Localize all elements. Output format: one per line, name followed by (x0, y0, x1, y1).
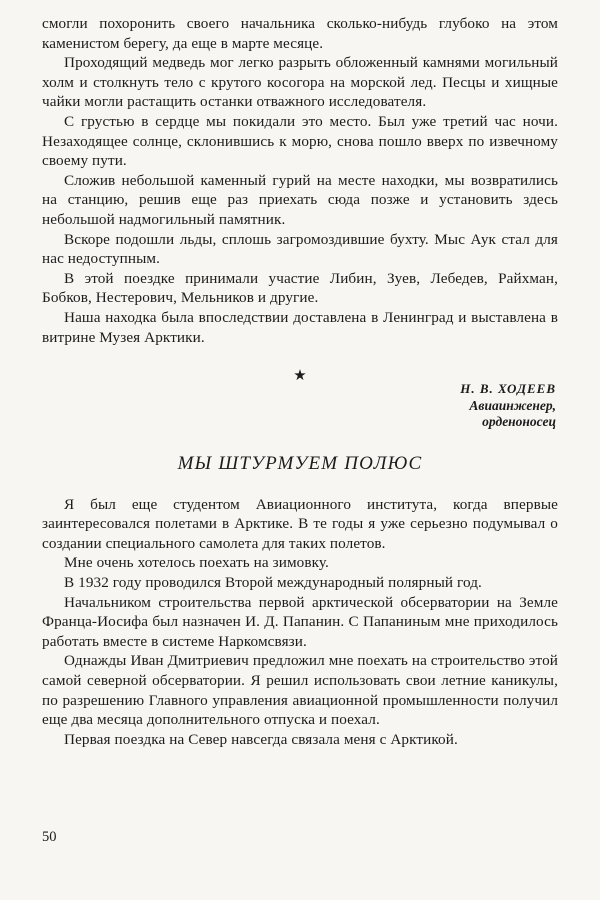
paragraph: Проходящий медведь мог легко разрыть обложенный камнями могильный холм и столкнуть тело с крутого косогора на морской лед. Песцы и хищные чайки могли растащить останки отважного исследователя. (42, 54, 558, 111)
paragraph: Мне очень хотелось поехать на зимовку. (64, 554, 329, 572)
paragraph: В этой поездке принимали участие Либин, Зуев, Лебедев, Райхман, Бобков, Нестерович, Мельников и другие. (42, 269, 558, 307)
paragraph: Первая поездка на Север навсегда связала меня с Арктикой. (64, 730, 458, 748)
paragraph: Наша находка была впоследствии доставлена в Ленинград и выставлена в витрине Музея Арктики. (42, 308, 558, 346)
paragraph: Сложив небольшой каменный гурий на месте находки, мы возвратились на станцию, решив еще раз приехать сюда позже и установить здесь небольшой надмогильный памятник. (42, 171, 558, 228)
section-new-chapter (42, 495, 558, 750)
page-body (42, 14, 558, 749)
author-block (42, 381, 558, 431)
paragraph: В 1932 году проводился Второй международный полярный год. (64, 573, 482, 591)
author-role-line1: Авиаинженер, (469, 397, 556, 413)
author-name: Н. В. ХОДЕЕВ (460, 381, 556, 397)
star-separator: ★ (293, 368, 307, 385)
author-role-line2: орденоносец (482, 414, 556, 430)
paragraph: Однажды Иван Дмитриевич предложил мне поехать на строительство этой самой северной обсерватории. Я решил использовать свои летние каникулы, по разрешению Главного управления авиационной промышленности получил еще два месяца дополнительного отпуска и поехал. (42, 652, 558, 729)
paragraph: Начальником строительства первой арктической обсерватории на Земле Франца-Иосифа был назначен И. Д. Папанин. С Папаниным мне приходилось работать вместе в системе Наркомсвязи. (42, 593, 558, 650)
paragraph: смогли похоронить своего начальника сколько-нибудь глубоко на этом каменистом берегу, да еще в марте месяце. (42, 15, 558, 52)
chapter-title: МЫ ШТУРМУЕМ ПОЛЮС (177, 452, 423, 474)
paragraph: С грустью в сердце мы покидали это место. Был уже третий час ночи. Незаходящее солнце, склонившись к морю, снова пошло вверх по извечному своему пути. (42, 112, 558, 170)
paragraph: Вскоре подошли льды, сплошь загромоздившие бухту. Мыс Аук стал для нас недоступным. (42, 230, 558, 268)
page-number: 50 (42, 829, 57, 845)
paragraph: Я был еще студентом Авиационного института, когда впервые заинтересовался полетами в Арктике. В те годы я уже серьезно подумывал о создании специального самолета для таких полетов. (42, 495, 558, 552)
section-previous-chapter (42, 14, 558, 347)
